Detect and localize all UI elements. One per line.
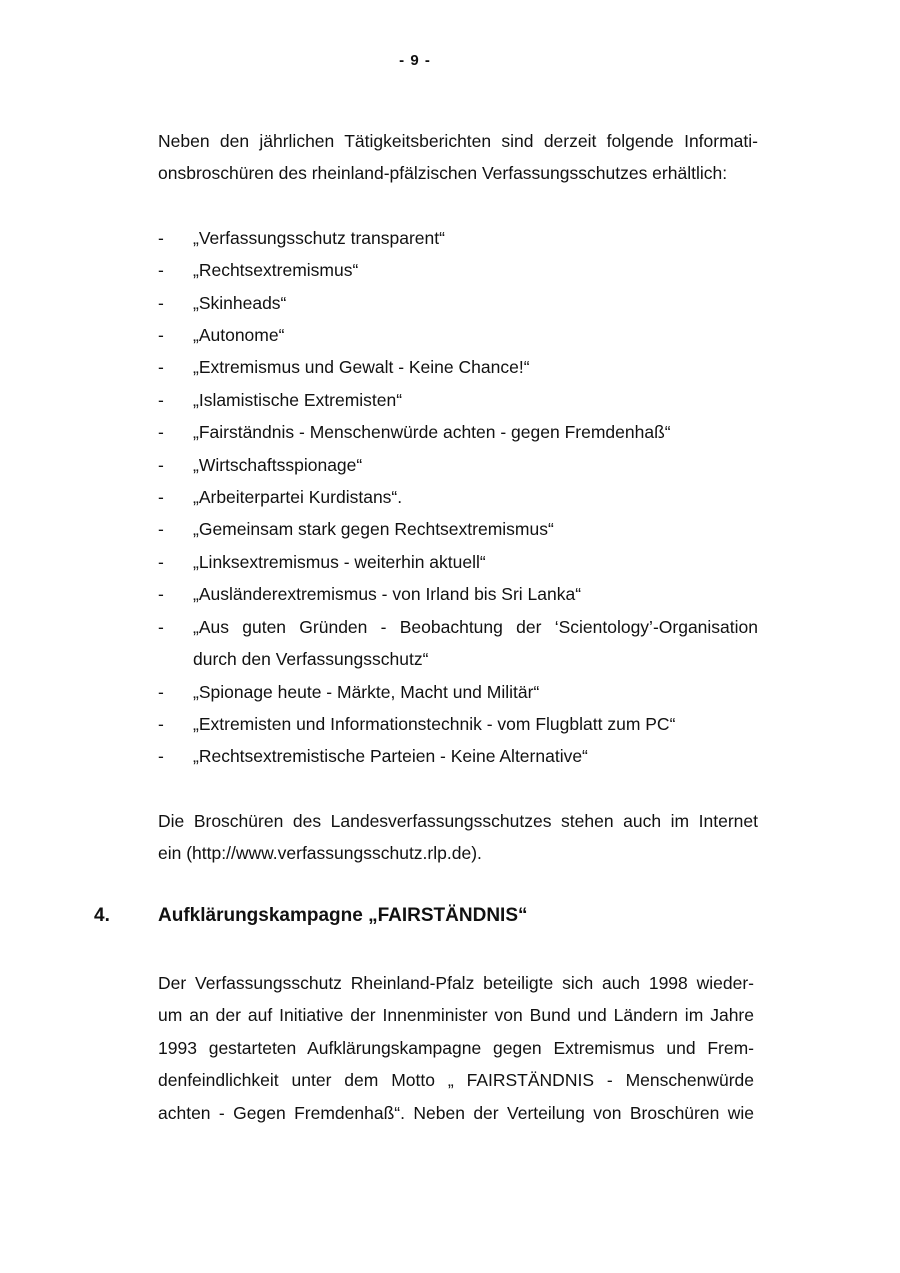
brochure-list-item (158, 449, 758, 481)
page-number: - 9 - (399, 52, 431, 69)
brochure-title: „Ausländerextremismus - von Irland bis Sri Lanka“ (193, 584, 582, 605)
main-content (158, 125, 758, 870)
brochure-title: „Gemeinsam stark gegen Rechtsextremismus“ (193, 519, 554, 540)
brochure-title-line: „Aus guten Gründen - Beobachtung der ‘Scientology’-Organisation (193, 616, 758, 637)
brochure-list-item (158, 546, 758, 578)
brochure-list-item (158, 319, 758, 351)
brochure-title-line: durch den Verfassungsschutz“ (193, 649, 429, 670)
list-bullet: - (158, 389, 164, 410)
section-line: 1993 gestarteten Aufklärungskampagne gegen Extremismus und Frem- (158, 1037, 754, 1058)
brochure-list-item (158, 222, 758, 254)
list-bullet: - (158, 454, 164, 475)
list-bullet: - (158, 227, 164, 248)
brochure-list-item (158, 481, 758, 513)
brochure-title: „Rechtsextremismus“ (193, 260, 359, 281)
brochure-title: „Linksextremismus - weiterhin aktuell“ (193, 551, 486, 572)
section-title: Aufklärungskampagne „FAIRSTÄNDNIS“ (158, 905, 528, 926)
brochure-title: „Wirtschaftsspionage“ (193, 454, 363, 475)
brochure-list-item (158, 416, 758, 448)
list-bullet: - (158, 519, 164, 540)
intro-line: onsbroschüren des rheinland-pfälzischen Verfassungsschutzes erhältlich: (158, 163, 728, 184)
brochure-title: „Spionage heute - Märkte, Macht und Militär“ (193, 681, 540, 702)
internet-note-line: Die Broschüren des Landesverfassungsschutzes stehen auch im Internet (158, 810, 758, 831)
brochure-list-item (158, 740, 758, 772)
brochure-list (158, 222, 758, 773)
list-bullet: - (158, 551, 164, 572)
brochure-list-item (158, 513, 758, 545)
list-bullet: - (158, 713, 164, 734)
brochure-title: „Arbeiterpartei Kurdistans“. (193, 487, 403, 508)
intro-paragraph (158, 125, 758, 190)
brochure-title (193, 611, 758, 676)
brochure-list-item (158, 676, 758, 708)
brochure-title: „Fairständnis - Menschenwürde achten - gegen Fremdenhaß“ (193, 422, 671, 443)
list-bullet: - (158, 487, 164, 508)
brochure-list-item (158, 611, 758, 676)
brochure-title: „Extremismus und Gewalt - Keine Chance!“ (193, 357, 530, 378)
internet-note-paragraph (158, 805, 758, 870)
list-bullet: - (158, 584, 164, 605)
brochure-title: „Verfassungsschutz transparent“ (193, 227, 445, 248)
section-line: Der Verfassungsschutz Rheinland-Pfalz beteiligte sich auch 1998 wieder- (158, 973, 754, 993)
internet-note-line: ein (http://www.verfassungsschutz.rlp.de). (158, 843, 482, 864)
section-paragraph (158, 967, 754, 1129)
brochure-title: „Islamistische Extremisten“ (193, 389, 403, 410)
section-line: um an der auf Initiative der Innenminister von Bund und Ländern im Jahre (158, 1005, 754, 1026)
brochure-list-item (158, 287, 758, 319)
list-bullet: - (158, 681, 164, 702)
list-bullet: - (158, 292, 164, 313)
brochure-list-item (158, 708, 758, 740)
section-body (158, 967, 754, 1129)
brochure-title: „Skinheads“ (193, 292, 287, 313)
brochure-list-item (158, 351, 758, 383)
list-bullet: - (158, 422, 164, 443)
brochure-list-item (158, 578, 758, 610)
section-number: 4. (94, 905, 110, 926)
section-line: achten - Gegen Fremdenhaß“. Neben der Verteilung von Broschüren wie (158, 1102, 754, 1123)
list-bullet: - (158, 746, 164, 767)
brochure-list-item (158, 254, 758, 286)
list-bullet: - (158, 357, 164, 378)
brochure-title: „Rechtsextremistische Parteien - Keine Alternative“ (193, 746, 588, 767)
list-bullet: - (158, 260, 164, 281)
brochure-list-item (158, 384, 758, 416)
section-line: denfeindlichkeit unter dem Motto „ FAIRSTÄNDNIS - Menschenwürde (158, 1070, 754, 1091)
brochure-title: „Extremisten und Informationstechnik - vom Flugblatt zum PC“ (193, 713, 676, 734)
list-bullet: - (158, 325, 164, 346)
intro-line: Neben den jährlichen Tätigkeitsberichten sind derzeit folgende Informati- (158, 131, 758, 151)
brochure-title: „Autonome“ (193, 325, 285, 346)
list-bullet: - (158, 616, 164, 637)
